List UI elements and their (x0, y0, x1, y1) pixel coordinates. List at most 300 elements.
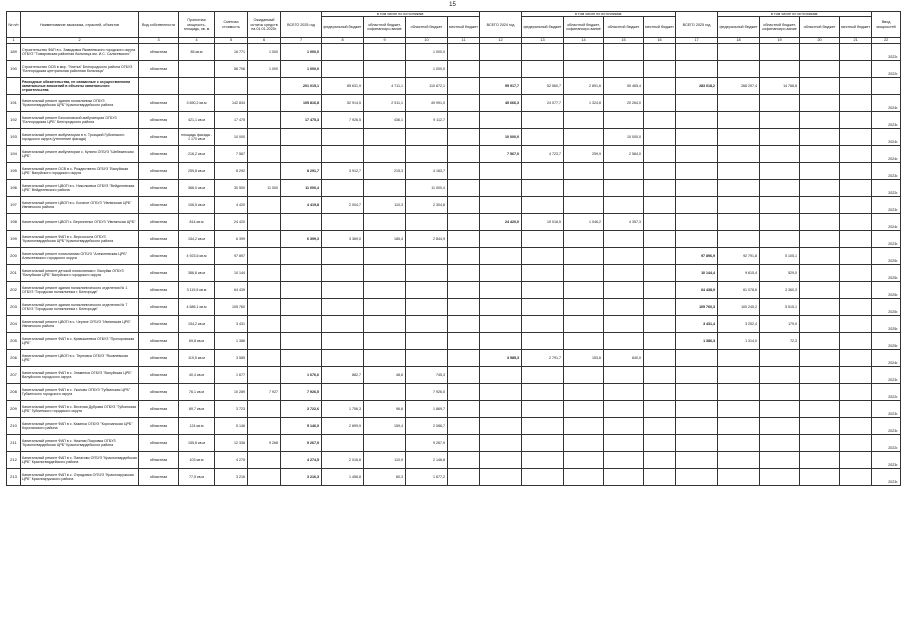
local-cell (448, 214, 480, 231)
regional-2025b-cell (800, 180, 840, 197)
input-year-cell: 2023г. (872, 367, 901, 384)
total-2024-cell (480, 384, 522, 401)
total-2025b-cell (676, 112, 718, 129)
input-year-cell: 2023г. (872, 469, 901, 486)
estimate-cell: 5 146 (215, 418, 248, 435)
federal-2024-cell (522, 418, 564, 435)
local-2025b-cell (840, 248, 872, 265)
regional-cofin-cell: 185,4 (364, 231, 406, 248)
object-name: Капитальный ремонт здания поликлинического отделения № 1 ОГБУЗ "Городская поликлиника г. Белгорода" (21, 282, 139, 299)
estimate-cell: 4 275 (215, 452, 248, 469)
regional-2025b-cell (800, 197, 840, 214)
regional-cofin-2025b-cell (760, 350, 800, 367)
ownership-cell (139, 78, 179, 95)
total-2025-cell (281, 146, 322, 163)
ownership-cell: областная (139, 146, 179, 163)
input-year-cell: 2024г. (872, 146, 901, 163)
regional-2025b-cell (800, 469, 840, 486)
local-2025b-cell (840, 384, 872, 401)
header-no: № п/п (7, 12, 21, 38)
row-number: 207 (7, 367, 21, 384)
estimate-cell: 58 706 (215, 61, 248, 78)
ownership-cell: областная (139, 44, 179, 61)
federal-2024-cell (522, 197, 564, 214)
local-2025b-cell (840, 469, 872, 486)
regional-cofin-2024-cell (564, 231, 604, 248)
total-2025b-cell: 1 386,3 (676, 333, 718, 350)
federal-2024-cell: 24 077,7 (522, 95, 564, 112)
regional-cofin-2025b-cell (760, 384, 800, 401)
federal-cell (322, 435, 364, 452)
federal-2025b-cell: 9 615,4 (718, 265, 760, 282)
ownership-cell: областная (139, 435, 179, 452)
column-number: 8 (322, 38, 364, 44)
federal-2024-cell (522, 248, 564, 265)
object-name: Расходные обязательства, не связанные с осуществлением капитальных вложений в объекты капитального строительства (21, 78, 139, 95)
regional-2025b-cell (800, 452, 840, 469)
input-year-cell: 2025г. (872, 282, 901, 299)
remaining-cell (248, 231, 281, 248)
local-cell (448, 112, 480, 129)
ownership-cell: областная (139, 265, 179, 282)
federal-cell (322, 333, 364, 350)
local-2025b-cell (840, 452, 872, 469)
total-2025-cell (281, 214, 322, 231)
regional-cell (406, 265, 448, 282)
ownership-cell: областная (139, 401, 179, 418)
local-2025b-cell (840, 299, 872, 316)
input-year-cell: 2022г. (872, 180, 901, 197)
local-2024-cell (644, 61, 676, 78)
ownership-cell: областная (139, 367, 179, 384)
regional-2024-cell: 640,0 (604, 350, 644, 367)
row-number: 190 (7, 61, 21, 78)
capacity-cell: 259,8 кв.м (179, 163, 215, 180)
regional-cell (406, 146, 448, 163)
regional-cofin-cell (364, 129, 406, 146)
object-name: Капитальный ремонт поликлиники ОГБУЗ "Алексеевская ЦРБ" Алексеевского городского округа (21, 248, 139, 265)
row-number: 198 (7, 214, 21, 231)
federal-2024-cell (522, 163, 564, 180)
regional-cofin-2024-cell (564, 282, 604, 299)
federal-2024-cell (522, 452, 564, 469)
total-2024-cell (480, 316, 522, 333)
federal-cell (322, 265, 364, 282)
total-2025-cell (281, 129, 322, 146)
ownership-cell: областная (139, 95, 179, 112)
local-2025b-cell (840, 333, 872, 350)
input-year-cell: 2024г. (872, 129, 901, 146)
object-name: Капитальный ремонт здания поликлиники ОГБУЗ "Красногвардейская ЦРБ" Красногвардейского района (21, 95, 139, 112)
regional-2024-cell (604, 163, 644, 180)
local-cell (448, 95, 480, 112)
input-year-cell: 2024г. (872, 214, 901, 231)
column-number: 7 (281, 38, 322, 44)
object-name: Капитальный ремонт ФАП в с. Верхососна ОГБУЗ "Красногвардейская ЦРБ" Красногвардейского района (21, 231, 139, 248)
regional-cofin-2025b-cell (760, 44, 800, 61)
federal-2024-cell (522, 435, 564, 452)
regional-cofin-2025b-cell (760, 180, 800, 197)
regional-2025b-cell (800, 282, 840, 299)
federal-cell: 85 631,9 (322, 78, 364, 95)
regional-2024-cell: 20 264,0 (604, 95, 644, 112)
regional-cofin-cell: 4 711,1 (364, 78, 406, 95)
total-2025-cell: 5 146,0 (281, 418, 322, 435)
regional-cofin-2024-cell (564, 418, 604, 435)
capacity-cell (179, 78, 215, 95)
federal-2024-cell (522, 282, 564, 299)
regional-cofin-2025b-cell (760, 197, 800, 214)
local-cell (448, 299, 480, 316)
column-number: 9 (364, 38, 406, 44)
regional-cell: 2 304,8 (406, 197, 448, 214)
ownership-cell: областная (139, 384, 179, 401)
regional-cofin-2025b-cell (760, 435, 800, 452)
regional-cofin-2024-cell (564, 197, 604, 214)
table-row (7, 231, 901, 248)
local-2024-cell (644, 78, 676, 95)
total-2025b-cell (676, 197, 718, 214)
remaining-cell: 11 000 (248, 180, 281, 197)
local-2025b-cell (840, 146, 872, 163)
regional-cofin-cell: 96,6 (364, 401, 406, 418)
federal-cell (322, 129, 364, 146)
column-number: 18 (718, 38, 760, 44)
federal-2025b-cell (718, 384, 760, 401)
input-year-cell: 2023г. (872, 418, 901, 435)
regional-2025b-cell (800, 350, 840, 367)
remaining-cell (248, 214, 281, 231)
column-number: 6 (248, 38, 281, 44)
total-2025-cell: 105 816,8 (281, 95, 322, 112)
capacity-cell: 4 686,1 кв.м (179, 299, 215, 316)
local-2025b-cell (840, 112, 872, 129)
regional-cofin-2025b-cell (760, 469, 800, 486)
remaining-cell (248, 401, 281, 418)
header-total-2025b: ВСЕГО 2025 год (676, 12, 718, 38)
header-remaining: Ожидаемый остаток средств на 01.01.2025г. (248, 12, 281, 38)
ownership-cell: областная (139, 197, 179, 214)
header-sources-2: в том числе по источникам: (522, 12, 676, 17)
row-number: 202 (7, 282, 21, 299)
column-number: 4 (179, 38, 215, 44)
federal-cell (322, 350, 364, 367)
column-number: 5 (215, 38, 248, 44)
federal-cell (322, 299, 364, 316)
object-name: Капитальный ремонт ФАП в с. Уколово ОГБУЗ "Губкинская ЦРБ" Губкинского городского округа (21, 384, 139, 401)
local-cell (448, 435, 480, 452)
header-total-2024: ВСЕГО 2024 год (480, 12, 522, 38)
table-row (7, 469, 901, 486)
regional-cell (406, 350, 448, 367)
local-2025b-cell (840, 44, 872, 61)
federal-2025b-cell (718, 44, 760, 61)
regional-2025b-cell (800, 44, 840, 61)
regional-cofin-cell: 436,1 (364, 112, 406, 129)
estimate-cell: 24 420 (215, 214, 248, 231)
capacity-cell: 3 119,5 кв.м (179, 282, 215, 299)
column-number: 11 (448, 38, 480, 44)
local-2024-cell (644, 214, 676, 231)
federal-cell: 7 926,5 (322, 112, 364, 129)
estimate-cell: 10 144 (215, 265, 248, 282)
regional-cell (406, 299, 448, 316)
remaining-cell (248, 146, 281, 163)
local-2024-cell (644, 146, 676, 163)
header-name: Наименование заказчика, отраслей, объектов (21, 12, 139, 38)
federal-2024-cell (522, 384, 564, 401)
regional-cofin-2025b-cell (760, 214, 800, 231)
regional-cofin-2025b-cell (760, 401, 800, 418)
regional-2025b-cell (800, 401, 840, 418)
total-2024-cell (480, 265, 522, 282)
total-2025b-cell (676, 129, 718, 146)
regional-2025b-cell (800, 146, 840, 163)
regional-cofin-2024-cell (564, 44, 604, 61)
table-row (7, 78, 901, 95)
federal-cell (322, 316, 364, 333)
object-name: Капитальный ремонт ФАП в с. Палатово ОГБУЗ "Красногвардейская ЦРБ" Красногвардейского района (21, 452, 139, 469)
capacity-cell: 4 923,6 кв.м (179, 248, 215, 265)
federal-2024-cell: 52 560,7 (522, 78, 564, 95)
total-2025b-cell (676, 180, 718, 197)
regional-cofin-2024-cell: 2 891,6 (564, 78, 604, 95)
regional-2025b-cell (800, 129, 840, 146)
regional-cofin-2024-cell (564, 129, 604, 146)
regional-2024-cell (604, 316, 644, 333)
regional-cofin-2024-cell: 1 324,8 (564, 95, 604, 112)
federal-2025b-cell (718, 129, 760, 146)
regional-cell: 1 677,2 (406, 469, 448, 486)
estimate-cell: 142 834 (215, 95, 248, 112)
local-2024-cell (644, 469, 676, 486)
row-number: 194 (7, 146, 21, 163)
estimate-cell: 1 386 (215, 333, 248, 350)
estimate-cell: 7 567 (215, 146, 248, 163)
regional-cofin-2025b-cell (760, 61, 800, 78)
object-name: Капитальный ремонт амбулатории в п. Троицкий Губкинского городского округа (утепление фасада) (21, 129, 139, 146)
object-name: Капитальный ремонт ФАП в с. Веселая Дубрава ОГБУЗ "Губкинская ЦРБ" Губкинского городского округа (21, 401, 139, 418)
header-sources-3: в том числе по источникам: (718, 12, 872, 17)
total-2025b-cell (676, 61, 718, 78)
federal-2025b-cell (718, 197, 760, 214)
input-year-cell (872, 78, 901, 95)
header-regional-1: областной бюджет (406, 17, 448, 38)
input-year-cell: 2025г. (872, 333, 901, 350)
object-name: Капитальный ремонт ФАП в с. Отрадовка ОГБУЗ "Краснояружская ЦРБ" Краснояружского района (21, 469, 139, 486)
local-2024-cell (644, 367, 676, 384)
total-2025b-cell: 283 018,2 (676, 78, 718, 95)
total-2025b-cell (676, 452, 718, 469)
table-header (7, 12, 901, 44)
local-2025b-cell (840, 61, 872, 78)
regional-2024-cell (604, 401, 644, 418)
header-federal-1: федеральный бюджет (322, 17, 364, 38)
regional-2024-cell (604, 384, 644, 401)
capacity-cell: 814 кв.м (179, 214, 215, 231)
capacity-cell: 106,5 кв.м (179, 197, 215, 214)
total-2025-cell (281, 316, 322, 333)
column-number: 17 (676, 38, 718, 44)
regional-2024-cell: 10 000,0 (604, 129, 644, 146)
federal-cell: 52 914,5 (322, 95, 364, 112)
object-name: Капитальный ремонт ФАП в с. Кривошеевка ОГБУЗ "Прохоровская ЦРБ" (21, 333, 139, 350)
regional-cell: 9 267,9 (406, 435, 448, 452)
total-2025-cell (281, 248, 322, 265)
total-2024-cell (480, 282, 522, 299)
header-local-1: местный бюджет (448, 17, 480, 38)
federal-cell: 3 369,0 (322, 231, 364, 248)
regional-2024-cell: 4 357,3 (604, 214, 644, 231)
regional-cell: 745,3 (406, 367, 448, 384)
capacity-cell: 366,0 кв.м (179, 180, 215, 197)
table-row (7, 61, 901, 78)
input-year-cell: 2024г. (872, 95, 901, 112)
local-2025b-cell (840, 95, 872, 112)
local-2024-cell (644, 384, 676, 401)
input-year-cell: 2023г. (872, 197, 901, 214)
federal-cell (322, 282, 364, 299)
remaining-cell (248, 299, 281, 316)
regional-cofin-2025b-cell (760, 367, 800, 384)
remaining-cell (248, 367, 281, 384)
regional-cofin-2025b-cell: 3 360,3 (760, 282, 800, 299)
estimate-cell: 16 771 (215, 44, 248, 61)
regional-2024-cell (604, 299, 644, 316)
regional-cofin-cell: 80,3 (364, 469, 406, 486)
row-number: 195 (7, 163, 21, 180)
header-federal-3: федеральный бюджет (718, 17, 760, 38)
ownership-cell: областная (139, 214, 179, 231)
total-2025-cell (281, 265, 322, 282)
federal-2025b-cell (718, 61, 760, 78)
ownership-cell: областная (139, 248, 179, 265)
remaining-cell (248, 129, 281, 146)
regional-cofin-cell: 110,3 (364, 197, 406, 214)
header-regional-2: областной бюджет (604, 17, 644, 38)
regional-2024-cell: 50 465,4 (604, 78, 644, 95)
regional-2025b-cell (800, 418, 840, 435)
local-cell (448, 248, 480, 265)
federal-2024-cell (522, 401, 564, 418)
total-2025b-cell: 97 896,9 (676, 248, 718, 265)
local-cell (448, 401, 480, 418)
local-2024-cell (644, 44, 676, 61)
regional-cell: 2 844,9 (406, 231, 448, 248)
federal-2025b-cell: 100 245,2 (718, 299, 760, 316)
total-2024-cell (480, 197, 522, 214)
row-number: 205 (7, 333, 21, 350)
local-2024-cell (644, 435, 676, 452)
regional-cofin-2024-cell (564, 384, 604, 401)
total-2024-cell (480, 248, 522, 265)
header-regional-3: областной бюджет (800, 17, 840, 38)
capacity-cell: 89,7 кв.м (179, 401, 215, 418)
ownership-cell: областная (139, 163, 179, 180)
total-2024-cell: 3 585,3 (480, 350, 522, 367)
row-number (7, 78, 21, 95)
regional-cofin-cell (364, 180, 406, 197)
remaining-cell: 9 268 (248, 435, 281, 452)
remaining-cell (248, 95, 281, 112)
total-2024-cell: 7 567,0 (480, 146, 522, 163)
column-number: 3 (139, 38, 179, 44)
total-2024-cell (480, 418, 522, 435)
row-number: 210 (7, 418, 21, 435)
input-year-cell: 2022г. (872, 435, 901, 452)
row-number: 213 (7, 469, 21, 486)
remaining-cell (248, 197, 281, 214)
total-2025b-cell (676, 214, 718, 231)
regional-cofin-2024-cell (564, 333, 604, 350)
local-cell (448, 61, 480, 78)
local-cell (448, 180, 480, 197)
page-number: 15 (449, 2, 456, 8)
federal-2025b-cell (718, 180, 760, 197)
input-year-cell: 2023г. (872, 452, 901, 469)
regional-2025b-cell (800, 112, 840, 129)
input-year-cell: 2022г. (872, 384, 901, 401)
capacity-cell: 386,6 кв.м (179, 265, 215, 282)
total-2024-cell (480, 112, 522, 129)
remaining-cell (248, 282, 281, 299)
total-2025-cell: 4 274,5 (281, 452, 322, 469)
column-number: 12 (480, 38, 522, 44)
remaining-cell (248, 333, 281, 350)
table-row (7, 129, 901, 146)
total-2025b-cell (676, 418, 718, 435)
total-2025b-cell: 3 431,4 (676, 316, 718, 333)
total-2025-cell: 9 267,9 (281, 435, 322, 452)
row-number: 208 (7, 384, 21, 401)
federal-cell: 2 899,9 (322, 418, 364, 435)
table-row (7, 435, 901, 452)
federal-2024-cell (522, 469, 564, 486)
regional-cofin-2024-cell: 1 046,2 (564, 214, 604, 231)
estimate-cell: 4 420 (215, 197, 248, 214)
column-number: 19 (760, 38, 800, 44)
federal-2025b-cell: 268 297,4 (718, 78, 760, 95)
local-2025b-cell (840, 231, 872, 248)
row-number: 206 (7, 350, 21, 367)
input-year-cell: 2023г. (872, 163, 901, 180)
regional-2024-cell (604, 469, 644, 486)
regional-cofin-cell: 2 911,1 (364, 95, 406, 112)
table-row (7, 265, 901, 282)
total-2024-cell: 95 917,7 (480, 78, 522, 95)
total-2025-cell: 6 399,3 (281, 231, 322, 248)
object-name: Капитальный ремонт ФАП в с. Нижняя Покровка ОГБУЗ "Красногвардейская ЦРБ" Красногвардейского района (21, 435, 139, 452)
total-2025-cell: 1 000,0 (281, 44, 322, 61)
regional-2025b-cell (800, 316, 840, 333)
regional-cofin-2025b-cell (760, 146, 800, 163)
remaining-cell (248, 112, 281, 129)
regional-cell (406, 214, 448, 231)
table-row (7, 44, 901, 61)
remaining-cell (248, 469, 281, 486)
ownership-cell: областная (139, 180, 179, 197)
regional-2025b-cell (800, 367, 840, 384)
local-cell (448, 163, 480, 180)
row-number: 204 (7, 316, 21, 333)
total-2025-cell (281, 333, 322, 350)
row-number: 199 (7, 231, 21, 248)
object-name: Капитальный ремонт ФАП в с. Казинка ОГБУЗ "Корочанская ЦРБ" Корочанского района (21, 418, 139, 435)
regional-2024-cell (604, 61, 644, 78)
federal-2024-cell (522, 367, 564, 384)
capacity-cell: 76,1 кв.м (179, 384, 215, 401)
total-2024-cell (480, 469, 522, 486)
